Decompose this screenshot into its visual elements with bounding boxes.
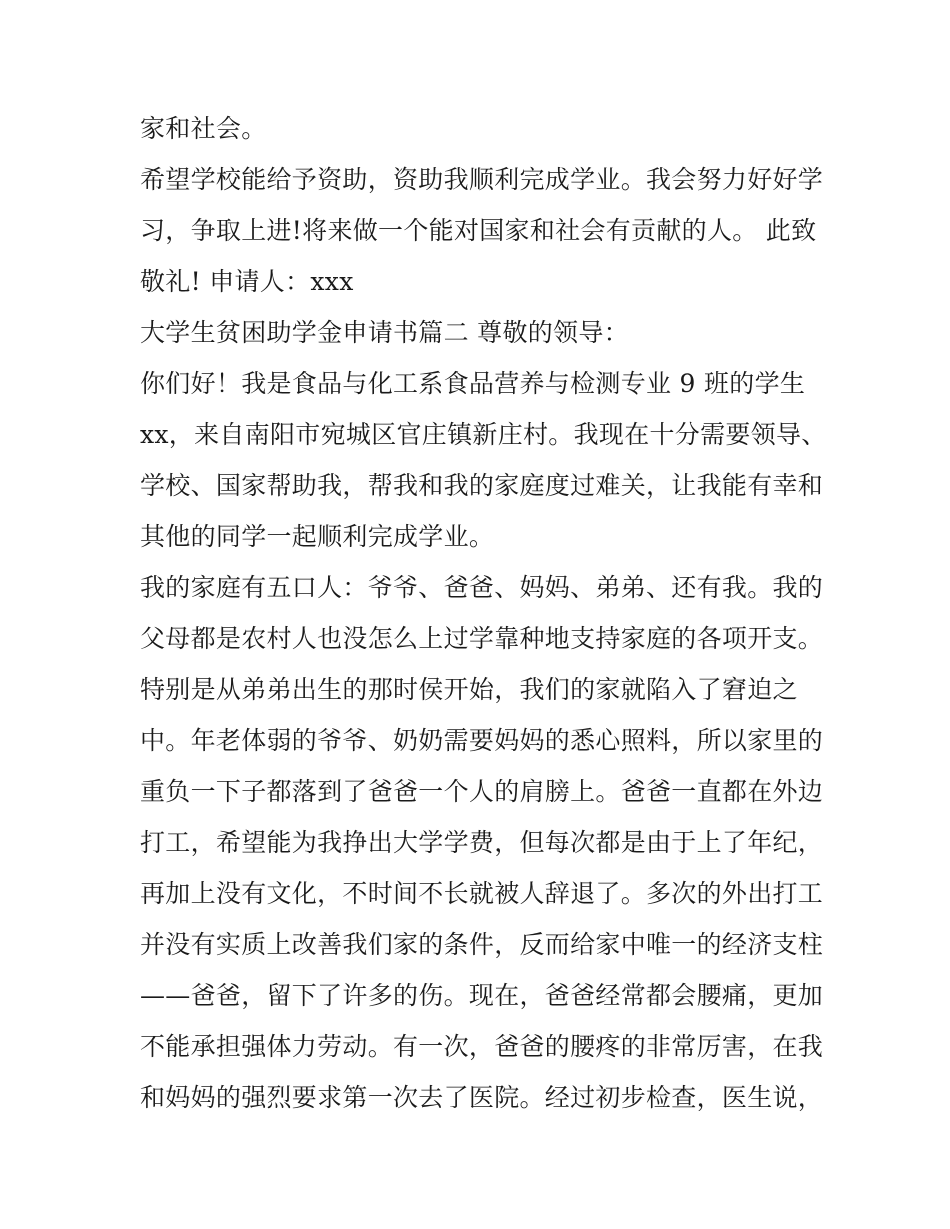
text-line: 敬礼! 申请人：xxx [140, 267, 354, 296]
text-line: 中。年老体弱的爷爷、奶奶需要妈妈的悉心照料，所以家里的 [140, 726, 824, 755]
text-line: 家和社会。 [140, 114, 267, 143]
text-line: 和妈妈的强烈要求第一次去了医院。经过初步检查，医生说， [140, 1083, 824, 1112]
text-line: 重负一下子都落到了爸爸一个人的肩膀上。爸爸一直都在外边 [140, 777, 824, 806]
text-line: 你们好！我是食品与化工系食品营养与检测专业 9 班的学生 [140, 369, 806, 398]
text-line: 不能承担强体力劳动。有一次，爸爸的腰疼的非常厉害，在我 [140, 1032, 824, 1061]
text-line: 特别是从弟弟出生的那时侯开始，我们的家就陷入了窘迫之 [140, 675, 798, 704]
text-line: 习，争取上进!将来做一个能对国家和社会有贡献的人。 此致 [140, 216, 817, 245]
text-line: 再加上没有文化，不时间不长就被人辞退了。多次的外出打工 [140, 879, 824, 908]
text-line: 学校、国家帮助我，帮我和我的家庭度过难关，让我能有幸和 [140, 471, 824, 500]
text-line: ——爸爸，留下了许多的伤。现在，爸爸经常都会腰痛，更加 [140, 981, 824, 1010]
text-line: 并没有实质上改善我们家的条件，反而给家中唯一的经济支柱 [140, 930, 824, 959]
text-line: 打工，希望能为我挣出大学学费，但每次都是由于上了年纪， [140, 828, 824, 857]
text-line: 希望学校能给予资助，资助我顺利完成学业。我会努力好好学 [140, 165, 824, 194]
text-line: 父母都是农村人也没怎么上过学靠种地支持家庭的各项开支。 [140, 624, 824, 653]
section-heading: 大学生贫困助学金申请书篇二 尊敬的领导： [140, 318, 629, 347]
text-line: 其他的同学一起顺利完成学业。 [140, 522, 495, 551]
text-line: xx，来自南阳市宛城区官庄镇新庄村。我现在十分需要领导、 [140, 420, 827, 449]
text-line: 我的家庭有五口人：爷爷、爸爸、妈妈、弟弟、还有我。我的 [140, 573, 824, 602]
